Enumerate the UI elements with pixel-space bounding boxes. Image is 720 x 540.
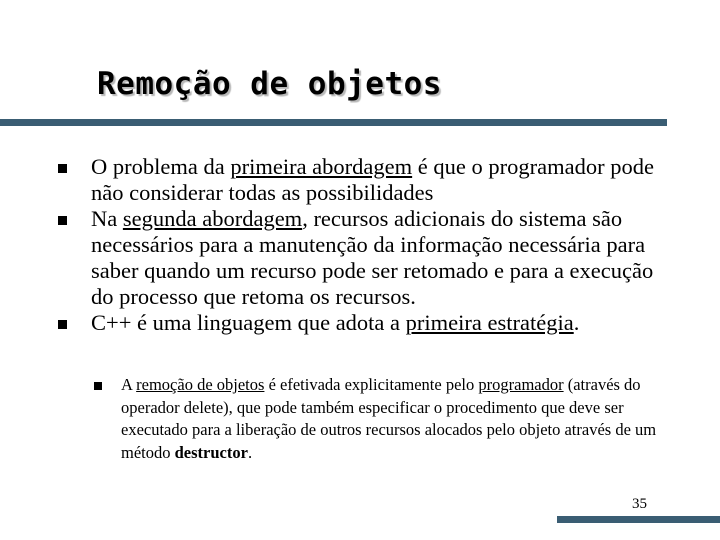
bullet-text: Na — [91, 206, 123, 231]
square-bullet-icon — [58, 320, 67, 329]
bullet-text: . — [573, 310, 580, 335]
bullet-text: , recursos adicionais do sistema são necessários para a manutenção da informação necessária para saber quando um recurso pode ser retomado e para a execução do processo que retoma os recursos. — [91, 206, 654, 309]
bullet-text: O problema da — [91, 154, 231, 179]
page-number: 35 — [632, 496, 647, 512]
footer-bar — [557, 516, 720, 523]
sub-bullet-list — [94, 374, 674, 464]
sub-bullet-text: A — [121, 375, 137, 394]
sub-bullet-text: (através do operador delete), que pode também especificar o procedimento que deve ser executado para a liberação de outros recursos alocados pelo objeto através de um método — [121, 375, 657, 462]
sub-bullet-text: é efetivada explicitamente pelo — [264, 375, 479, 394]
underlined-term: primeira estratégia — [405, 310, 574, 335]
bullet-item — [58, 154, 678, 206]
square-bullet-icon — [94, 382, 102, 390]
bold-term: destructor — [174, 442, 248, 462]
underlined-term: programador — [478, 375, 564, 394]
slide-title: Remoção de objetos — [97, 66, 442, 102]
bullet-item — [58, 206, 678, 310]
underlined-term: segunda abordagem — [122, 206, 303, 231]
title-underline-bar — [0, 119, 667, 126]
square-bullet-icon — [58, 164, 67, 173]
square-bullet-icon — [58, 216, 67, 225]
sub-bullet-text: . — [247, 442, 253, 462]
sub-bullet-item — [94, 374, 674, 464]
bullet-item — [58, 310, 678, 336]
bullet-list — [58, 154, 678, 336]
bullet-text: é que o programador pode não considerar todas as possibilidades — [91, 154, 654, 205]
underlined-term: remoção de objetos — [136, 375, 265, 394]
bullet-text: C++ é uma linguagem que adota a — [91, 310, 406, 335]
underlined-term: primeira abordagem — [230, 154, 413, 179]
